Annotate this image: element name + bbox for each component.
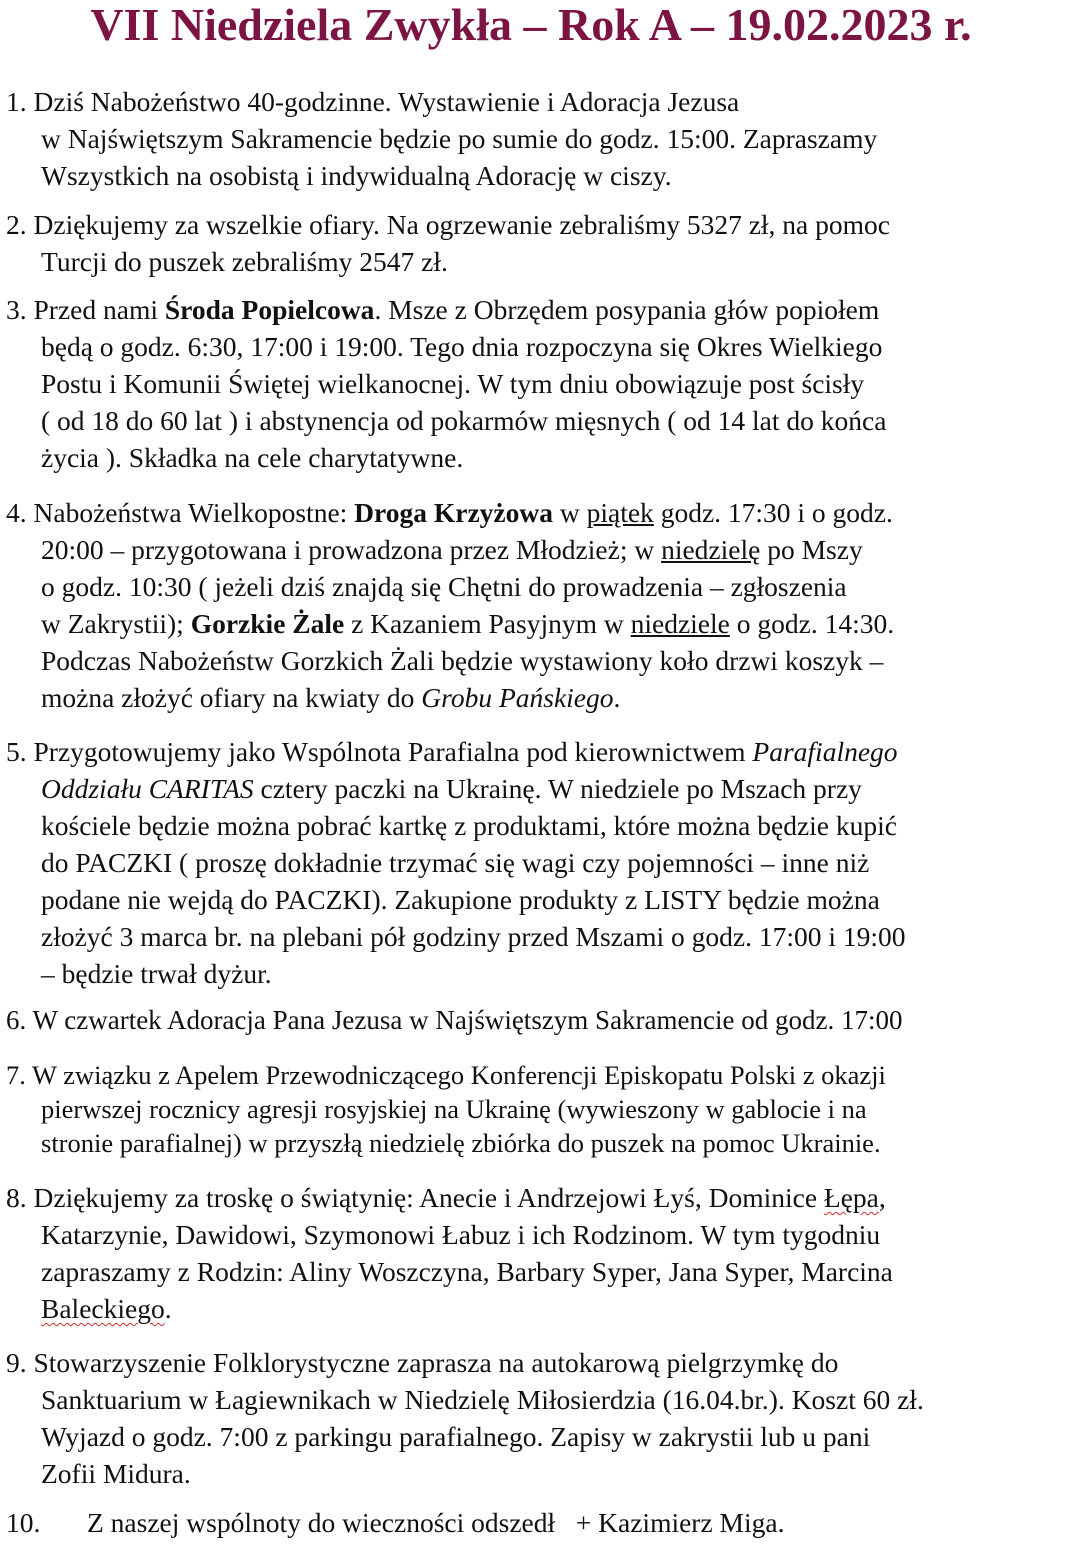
item-line: ( od 18 do 60 lat ) i abstynencja od pokarmów mięsnych ( od 14 lat do końca [41,405,887,436]
grobu-panskiego-italic: Grobu Pańskiego [421,682,614,713]
item-line: w Zakrystii); Gorzkie Żale z Kazaniem Pasyjnym w niedziele o godz. 14:30. [41,608,895,639]
item-line: do PACZKI ( proszę dokładnie trzymać się wagi czy pojemności – inne niż [41,847,870,878]
item-line: 20:00 – przygotowana i prowadzona przez Młodzież; w niedzielę po Mszy [41,534,863,565]
announcement-item-6 [0,1002,902,1039]
item-line: w Najświętszym Sakramencie będzie po sumie do godz. 15:00. Zapraszamy [41,123,878,154]
item-line: – będzie trwał dyżur. [41,958,272,989]
item-line: stronie parafialnej) w przyszłą niedzielę zbiórka do puszek na pomoc Ukrainie. [41,1128,881,1158]
spellcheck-word: Baleckiego [41,1293,165,1324]
friday-underlined: piątek [586,497,654,528]
item-line: złożyć 3 marca br. na plebani pół godziny przed Mszami o godz. 17:00 i 19:00 [41,921,906,952]
item-line: zapraszamy z Rodzin: Aliny Woszczyna, Barbary Syper, Jana Syper, Marcina [41,1256,893,1287]
item-line: Katarzynie, Dawidowi, Szymonowi Łabuz i ich Rodzinom. W tym tygodniu [41,1219,881,1250]
ash-wednesday-bold: Środa Popielcowa [164,294,375,325]
announcement-item-3 [0,291,886,476]
item-number: 10. [6,1507,41,1538]
item-line: Oddziału CARITAS cztery paczki na Ukrainę. W niedziele po Mszach przy [41,773,862,804]
item-line: Sanktuarium w Łagiewnikach w Niedzielę Miłosierdzia (16.04.br.). Koszt 60 zł. [41,1384,924,1415]
item-line: Podczas Nabożeństw Gorzkich Żali będzie wystawiony koło drzwi koszyk – [41,645,884,676]
item-line: 9. Stowarzyszenie Folklorystyczne zaprasza na autokarową pielgrzymkę do [6,1347,839,1378]
item-line: 5. Przygotowujemy jako Wspólnota Parafialna pod kierownictwem Parafialnego [6,736,898,767]
announcement-item-1 [0,83,877,194]
item-line: życia ). Składka na cele charytatywne. [41,442,464,473]
item-line: 2. Dziękujemy za wszelkie ofiary. Na ogrzewanie zebraliśmy 5327 zł, na pomoc [6,209,890,240]
stations-of-cross-bold: Droga Krzyżowa [354,497,553,528]
announcement-item-2 [0,206,890,280]
sunday-underlined: niedzielę [661,534,761,565]
caritas-italic-1: Parafialnego [752,736,898,767]
item-line: 10. Z naszej wspólnoty do wieczności odszedł + Kazimierz Miga. [0,1504,784,1541]
item-line: podane nie wejdą do PACZKI). Zakupione produkty z LISTY będzie można [41,884,880,915]
item-line: 6. W czwartek Adoracja Pana Jezusa w Najświętszym Sakramencie od godz. 17:00 [6,1005,903,1035]
item-line: 8. Dziękujemy za troskę o świątynię: Anecie i Andrzejowi Łyś, Dominice Łępa, [6,1182,886,1213]
announcement-item-10 [0,1504,784,1541]
item-line: pierwszej rocznicy agresji rosyjskiej na Ukrainę (wywieszony w gablocie i na [41,1094,867,1124]
caritas-italic-2: Oddziału CARITAS [41,773,254,804]
page-title: VII Niedziela Zwykła – Rok A – 19.02.2023 r. [90,0,972,50]
item-line: 1. Dziś Nabożeństwo 40-godzinne. Wystawienie i Adoracja Jezusa [6,86,740,117]
item-line: Turcji do puszek zebraliśmy 2547 zł. [41,246,448,277]
item-line: Wyjazd o godz. 7:00 z parkingu parafialnego. Zapisy w zakrystii lub u pani [41,1421,871,1452]
item-line: można złożyć ofiary na kwiaty do Grobu Pańskiego. [41,682,621,713]
item-line: 4. Nabożeństwa Wielkopostne: Droga Krzyżowa w piątek godz. 17:30 i o godz. [6,497,893,528]
item-line: Zofii Midura. [41,1458,191,1489]
item-line: będą o godz. 6:30, 17:00 i 19:00. Tego dnia rozpoczyna się Okres Wielkiego [41,331,883,362]
item-line: o godz. 10:30 ( jeżeli dziś znajdą się Chętni do prowadzenia – zgłoszenia [41,571,847,602]
item-line: Postu i Komunii Świętej wielkanocnej. W tym dniu obowiązuje post ścisły [41,368,865,399]
item-line: 3. Przed nami Środa Popielcowa. Msze z Obrzędem posypania głów popiołem [6,294,880,325]
sundays-underlined: niedziele [630,608,730,639]
announcement-item-7 [0,1058,886,1160]
announcement-item-5 [0,733,906,992]
item-line: Baleckiego. [41,1293,172,1324]
announcement-item-4 [0,494,894,716]
gorzkie-zale-bold: Gorzkie Żale [190,608,345,639]
item-line: kościele będzie można pobrać kartkę z produktami, które można będzie kupić [41,810,897,841]
item-line: 7. W związku z Apelem Przewodniczącego Konferencji Episkopatu Polski z okazji [6,1060,886,1090]
item-line: Wszystkich na osobistą i indywidualną Adorację w ciszy. [41,160,672,191]
announcement-item-8 [0,1179,893,1327]
spellcheck-word: Łępa [823,1182,879,1213]
announcement-item-9 [0,1344,924,1492]
